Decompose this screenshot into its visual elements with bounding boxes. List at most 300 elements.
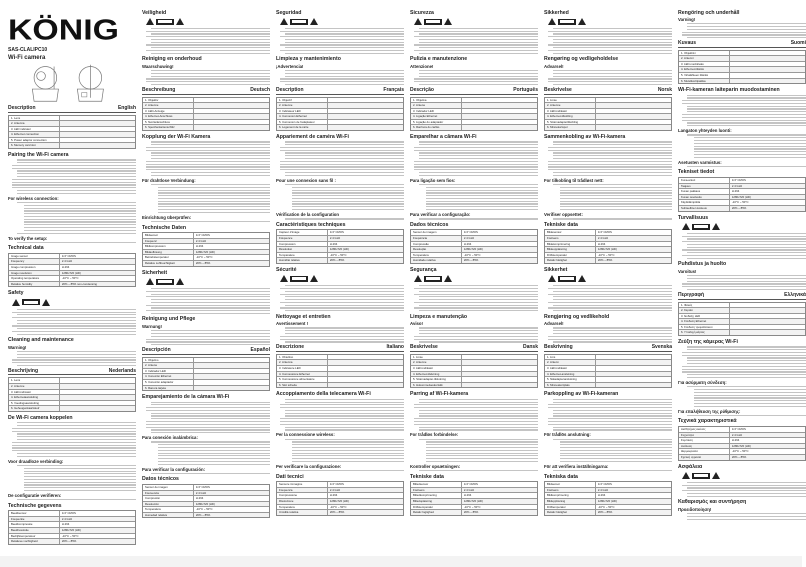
spec-name: Ανάλυση — [679, 444, 730, 449]
spec-value: H.264 — [195, 496, 204, 501]
text-line — [414, 288, 538, 289]
text-line — [419, 84, 538, 85]
part-blank — [194, 109, 269, 114]
spec-value: -10°C ~ 50°C — [61, 276, 79, 281]
text-line — [694, 157, 806, 158]
safety-warning-symbols — [280, 274, 404, 283]
text-line — [426, 441, 538, 442]
description-title: Description — [8, 105, 36, 111]
text-line — [151, 336, 270, 337]
brand-logo — [8, 12, 136, 47]
text-line — [553, 415, 672, 416]
warning-triangle-icon — [578, 275, 586, 282]
text-line — [548, 424, 672, 425]
text-line — [280, 339, 404, 340]
text-line — [419, 410, 538, 411]
text-line — [285, 158, 404, 159]
text-line — [414, 421, 538, 422]
text-line — [24, 468, 136, 469]
text-line — [285, 76, 404, 77]
text-line — [687, 258, 806, 259]
text-line — [560, 198, 672, 199]
part-blank — [328, 360, 403, 365]
text-line — [419, 305, 538, 306]
part-label: 4. Σύνδεση Ethernet — [679, 319, 730, 324]
text-line — [687, 122, 806, 123]
text-line — [146, 424, 270, 425]
warning-triangle-icon — [548, 18, 556, 25]
text-line — [694, 154, 806, 155]
spec-name: Compressão — [411, 242, 462, 247]
spec-name: Relativ fugtighed — [411, 510, 462, 515]
part-label: 4. Ethernet-tilslutning — [411, 372, 462, 377]
text-line — [151, 221, 270, 222]
text-line — [292, 195, 404, 196]
text-line — [553, 172, 672, 173]
text-line — [414, 150, 538, 151]
part-label: 3. LED indicator — [9, 127, 60, 132]
text-line — [419, 28, 538, 29]
spec-value: 1280x720 (HD) — [195, 501, 215, 506]
text-line — [419, 413, 538, 414]
text-line — [17, 309, 136, 310]
text-line — [158, 195, 270, 196]
text-line — [17, 436, 136, 437]
spec-name: Θερμοκρασία — [679, 449, 730, 454]
spec-name: Bildsensor — [545, 482, 596, 487]
part-blank — [596, 98, 671, 103]
text-line — [414, 339, 538, 340]
text-line — [292, 206, 404, 207]
warning-triangle-icon — [682, 472, 690, 479]
section-heading: Sicurezza — [410, 9, 434, 16]
safety-warning-symbols — [548, 17, 672, 26]
spec-name: Temperatura — [277, 505, 328, 510]
caution-label-inner — [560, 277, 574, 280]
spec-name: Frequenza — [277, 488, 328, 493]
spec-value: 1280x720 (HD) — [329, 498, 349, 503]
section-heading: Dados técnicos — [410, 221, 449, 228]
part-label: 2. Antenni — [679, 56, 730, 61]
caution-label-icon — [156, 19, 174, 25]
caution-label-icon — [22, 299, 40, 305]
text-line — [419, 158, 538, 159]
spec-value: -10°C ~ 50°C — [463, 504, 481, 509]
text-line — [687, 106, 806, 107]
table-row — [411, 258, 537, 263]
description-row — [277, 383, 403, 388]
spec-value: 2.4 GHz — [195, 490, 207, 495]
text-line — [12, 431, 136, 432]
spec-value: 1/4" CMOS — [597, 230, 612, 235]
spec-value: -10°C ~ 50°C — [731, 449, 749, 454]
text-line — [280, 169, 404, 170]
technical-data-table — [276, 229, 404, 264]
part-blank — [60, 395, 135, 400]
text-line — [419, 33, 538, 34]
section-heading: Pairing the Wi-Fi camera — [8, 152, 69, 159]
section-heading: Veiligheid — [142, 9, 167, 16]
part-label: 1. Φακός — [679, 303, 730, 308]
text-line — [687, 482, 806, 483]
part-label: 4. Ligação Ethernet — [411, 114, 462, 119]
text-line — [414, 166, 538, 167]
text-line — [419, 73, 538, 74]
text-line — [419, 470, 538, 471]
part-blank — [462, 377, 537, 382]
text-line — [682, 366, 806, 367]
text-line — [560, 192, 672, 193]
description-title: Beskrivning — [544, 344, 573, 351]
section-heading: Parring af Wi-Fi-kamera — [410, 391, 469, 398]
description-header — [8, 106, 136, 113]
language-label: Deutsch — [250, 87, 270, 93]
text-line — [682, 32, 806, 33]
part-label: 2. Antenna — [277, 360, 328, 365]
text-line — [280, 44, 404, 45]
subsection-heading: For trådløs forbindelse: — [410, 432, 459, 438]
text-line — [694, 395, 806, 396]
text-line — [24, 479, 136, 480]
spec-value: H.264 — [463, 241, 472, 246]
safety-warning-symbols — [12, 298, 136, 307]
spec-value: -10°C ~ 50°C — [61, 533, 79, 538]
text-line — [553, 310, 672, 311]
text-line — [158, 464, 270, 465]
section-heading: Wi-Fi-kameran laiteparin muodostaminen — [678, 87, 780, 94]
text-line — [548, 81, 672, 82]
text-line — [151, 313, 270, 314]
part-label: 4. Conexión Ethernet — [143, 374, 194, 379]
text-line — [548, 288, 672, 289]
text-line — [17, 433, 136, 434]
part-label: 1. Objetivo — [143, 358, 194, 363]
description-table — [276, 354, 404, 389]
part-label: 6. Slot scheda — [277, 383, 328, 388]
part-blank — [596, 383, 671, 388]
text-line — [280, 288, 404, 289]
text-line — [548, 161, 672, 162]
section-heading: Rengøring og vedligeholdelse — [544, 56, 619, 63]
subsection-heading: Avertissement ! — [276, 321, 309, 327]
text-line — [687, 357, 806, 358]
spec-value: -10°C ~ 50°C — [329, 504, 347, 509]
text-line — [548, 418, 672, 419]
part-blank — [462, 355, 537, 360]
text-line — [285, 402, 404, 403]
text-line — [146, 296, 270, 297]
part-blank — [194, 380, 269, 385]
technical-data-table — [142, 484, 270, 519]
description-title: Beskrivelse — [410, 344, 438, 351]
text-line — [24, 227, 136, 228]
spec-name: Humidité relative — [277, 258, 328, 263]
text-line — [414, 44, 538, 45]
text-line — [553, 73, 672, 74]
text-line — [158, 458, 270, 459]
subsection-heading: Per verificare la configurazione: — [276, 463, 342, 469]
language-label: Svenska — [651, 344, 672, 351]
text-line — [553, 42, 672, 43]
text-line — [12, 331, 136, 332]
text-line — [682, 236, 806, 237]
spec-name: Frecuencia — [143, 491, 194, 496]
table-row — [143, 261, 269, 266]
part-label: 3. LED-indikator — [545, 109, 596, 114]
text-line — [419, 427, 538, 428]
text-line — [285, 439, 404, 440]
spec-value: -10°C ~ 50°C — [463, 252, 481, 257]
text-line — [682, 490, 806, 491]
part-label: 3. LED-indikator — [411, 366, 462, 371]
text-line — [24, 487, 136, 488]
section-heading: Tekniske data — [410, 473, 444, 480]
spec-name: Σχετική υγρασία — [679, 455, 730, 460]
text-line — [682, 117, 806, 118]
text-line — [560, 209, 672, 210]
text-line — [548, 36, 672, 37]
text-line — [682, 283, 806, 284]
table-row — [545, 258, 671, 263]
technical-data-table — [8, 510, 136, 545]
description-table — [544, 97, 672, 132]
text-line — [151, 33, 270, 34]
subsection-heading: Para verificar a configuração: — [410, 212, 471, 218]
text-line — [426, 447, 538, 448]
caution-label-icon — [290, 276, 308, 282]
text-line — [687, 360, 806, 361]
subsection-heading: Attenzione! — [410, 63, 434, 69]
text-line — [560, 206, 672, 207]
text-line — [285, 291, 404, 292]
spec-value: 2.4 GHz — [329, 487, 341, 492]
section-heading: Tekniska data — [544, 473, 578, 480]
text-line — [158, 455, 270, 456]
spec-value: 1/4" CMOS — [61, 511, 76, 516]
language-label: Norsk — [657, 87, 672, 93]
part-label: 1. Objectif — [277, 98, 328, 103]
text-line — [419, 296, 538, 297]
text-line — [158, 190, 270, 191]
warning-triangle-icon — [414, 275, 422, 282]
warning-triangle-icon — [444, 275, 452, 282]
text-line — [285, 141, 404, 142]
section-heading: Caractéristiques techniques — [276, 221, 346, 228]
text-line — [548, 302, 672, 303]
text-line — [687, 386, 806, 387]
text-line — [553, 158, 672, 159]
spec-name: Image sensor — [9, 254, 60, 259]
subsection-heading: Varning! — [678, 17, 696, 22]
text-line — [280, 50, 404, 51]
text-line — [285, 305, 404, 306]
text-line — [146, 166, 270, 167]
text-line — [151, 344, 270, 345]
brand-name: KÖNIG — [8, 14, 102, 47]
part-blank — [60, 132, 135, 137]
text-line — [151, 418, 270, 419]
manual-column — [142, 8, 270, 556]
warning-triangle-icon — [712, 223, 720, 230]
spec-value: 1280x720 (HD) — [61, 270, 81, 275]
text-line — [146, 81, 270, 82]
section-heading: Turvallisuus — [678, 214, 709, 221]
spec-name: Driftstemperatur — [545, 253, 596, 258]
page-footer — [0, 556, 802, 567]
subsection-heading: Varoitus! — [678, 268, 697, 274]
description-title: Beskrivelse — [544, 87, 572, 93]
part-label: 1. Lens — [9, 116, 60, 121]
spec-value: H.264 — [61, 522, 70, 527]
technical-data-table — [678, 177, 806, 212]
spec-value: 2.4 GHz — [61, 516, 73, 521]
section-heading: Limpieza y mantenimiento — [276, 56, 341, 63]
text-line — [151, 73, 270, 74]
part-label: 5. Strømadaptertilkobling — [545, 120, 596, 125]
spec-value: 1280x720 (HD) — [329, 247, 349, 252]
part-blank — [60, 384, 135, 389]
subsection-heading: Para ligação sem fios: — [410, 177, 456, 183]
text-line — [414, 336, 538, 337]
part-blank — [60, 401, 135, 406]
spec-value: 20% ~ 85% — [329, 510, 345, 515]
part-blank — [462, 366, 537, 371]
text-line — [687, 26, 806, 27]
spec-name: Frequency — [9, 259, 60, 264]
text-line — [682, 352, 806, 353]
part-label: 3. LED-merkkivalo — [679, 62, 730, 67]
text-line — [146, 50, 270, 51]
part-blank — [462, 383, 537, 388]
text-line — [419, 285, 538, 286]
text-line — [280, 81, 404, 82]
description-table — [142, 357, 270, 392]
text-line — [285, 415, 404, 416]
text-line — [694, 406, 806, 407]
text-line — [146, 427, 270, 428]
part-label: 6. Geheugenkaartsleuf — [9, 406, 60, 411]
text-line — [548, 421, 672, 422]
subsection-heading: Asetusten varmistus: — [678, 159, 722, 165]
spec-name: Συμπίεση — [679, 438, 730, 443]
section-heading: Tekniske data — [544, 221, 578, 228]
caution-label-inner — [426, 20, 440, 23]
text-line — [682, 114, 806, 115]
section-heading: Segurança — [410, 266, 437, 273]
text-line — [694, 403, 806, 404]
text-line — [419, 429, 538, 430]
warning-triangle-icon — [42, 299, 50, 306]
text-line — [419, 291, 538, 292]
part-blank — [328, 383, 403, 388]
spec-value: 2.4 GHz — [463, 487, 475, 492]
text-line — [694, 148, 806, 149]
text-line — [682, 371, 806, 372]
part-blank — [462, 360, 537, 365]
spec-value: 20% ~ 85% — [195, 261, 211, 266]
subsection-heading: Για ασύρματη σύνδεση: — [678, 379, 727, 385]
description-row — [679, 79, 805, 84]
section-heading: Kopplung der Wi-Fi Kamera — [142, 134, 211, 141]
subsection-heading: Voor draadloze verbinding: — [8, 458, 64, 464]
document-title: Wi-Fi camera — [8, 55, 46, 61]
text-line — [553, 84, 672, 85]
description-table — [8, 115, 136, 150]
description-header — [276, 345, 404, 352]
text-line — [687, 252, 806, 253]
text-line — [419, 402, 538, 403]
text-line — [560, 453, 672, 454]
text-line — [560, 187, 672, 188]
subsection-heading: Vérification de la configuration — [276, 212, 340, 218]
subsection-heading: Pour une connexion sans fil : — [276, 177, 336, 183]
part-label: 1. Objektiv — [143, 98, 194, 103]
text-line — [548, 407, 672, 408]
text-line — [419, 175, 538, 176]
text-line — [682, 249, 806, 250]
safety-warning-symbols — [682, 471, 806, 480]
warning-triangle-icon — [548, 275, 556, 282]
text-line — [560, 195, 672, 196]
part-label: 4. Ethernet-tilkobling — [545, 114, 596, 119]
spec-value: 1280x720 (HD) — [731, 194, 751, 199]
spec-value: 1/4" CMOS — [329, 482, 344, 487]
part-label: 2. Antenna — [9, 121, 60, 126]
part-label: 5. Voedingsaansluiting — [9, 401, 60, 406]
spec-value: 20% ~ 85% — [463, 258, 479, 263]
part-blank — [730, 56, 805, 61]
description-table — [544, 354, 672, 389]
text-line — [694, 400, 806, 401]
text-line — [553, 296, 672, 297]
part-blank — [730, 79, 805, 84]
spec-name: Suhteellinen kosteus — [679, 206, 730, 211]
description-table — [410, 97, 538, 132]
part-blank — [60, 378, 135, 383]
text-line — [17, 425, 136, 426]
part-blank — [328, 125, 403, 130]
text-line — [151, 294, 270, 295]
warning-triangle-icon — [444, 18, 452, 25]
text-line — [419, 76, 538, 77]
part-blank — [596, 366, 671, 371]
section-heading: Puhdistus ja huolto — [678, 261, 727, 268]
text-line — [17, 320, 136, 321]
part-label: 3. Indicatore LED — [277, 366, 328, 371]
text-line — [146, 44, 270, 45]
technical-data-table — [410, 481, 538, 516]
text-line — [414, 36, 538, 37]
text-line — [24, 216, 136, 217]
text-line — [553, 341, 672, 342]
manual-column — [410, 8, 538, 556]
description-title: Kuvaus — [678, 40, 697, 47]
subsection-heading: Per la connessione wireless: — [276, 432, 335, 438]
spec-value: 1280x720 (HD) — [597, 247, 617, 252]
text-line — [553, 70, 672, 71]
text-line — [553, 175, 672, 176]
part-blank — [730, 67, 805, 72]
spec-name: Compressione — [277, 493, 328, 498]
description-title: Description — [276, 87, 304, 93]
table-row — [9, 539, 135, 544]
text-line — [285, 299, 404, 300]
text-line — [151, 307, 270, 308]
text-line — [687, 281, 806, 282]
part-label: 5. Nätadapteranslutning — [545, 377, 596, 382]
text-line — [553, 410, 672, 411]
part-label: 6. Hukommelseskortstik — [411, 383, 462, 388]
